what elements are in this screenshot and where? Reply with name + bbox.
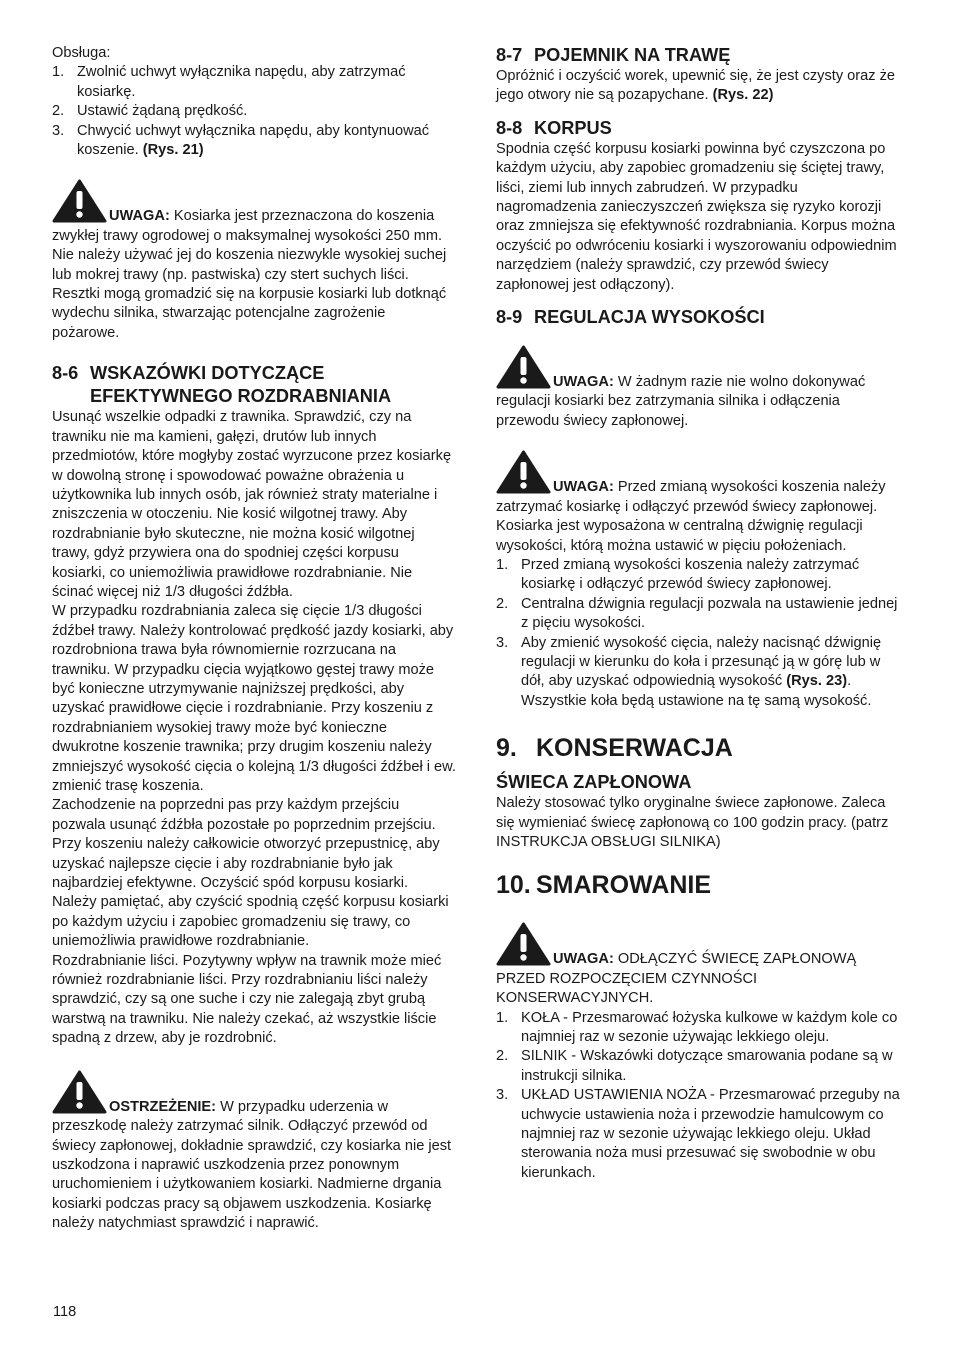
list-item: 1. KOŁA - Przesmarować łożyska kulkowe w każdym kole co najmniej raz w sezonie używając lekkiego oleju. <box>496 1009 898 1045</box>
paragraph: Zachodzenie na poprzedni pas przy każdym przejściu pozwala usunąć źdźbła pozostałe po poprzednim przejściu. Przy koszeniu należy całkowicie otworzyć przepustnicę, aby uzyskać najlepsze cięcie i aby rozdrabnianie było jak najbardziej efektywne. Oczyścić spód korpusu kosiarki. <box>52 797 440 892</box>
paragraph: Spodnia część korpusu kosiarki powinna być czyszczona po każdym użyciu, aby zapobiec gromadzeniu się ściętej trawy, liści, ziemi lub innych zabrudzeń. W przypadku nagromadzenia zanieczyszczeń zwiększa się ryzyko korozji oraz zmniejsza się efektywność rozdrabniania. Korpus można oczyścić po odwróceniu kosiarki i wyszorowaniu odpowiednim narzędziem (należy sprawdzić, czy przewód świecy zapłonowej jest odłączony). <box>496 140 897 293</box>
warning-label: OSTRZEŻENIE: <box>109 1098 217 1115</box>
chapter-heading-10: 10. SMAROWANIE <box>496 871 711 900</box>
paragraph: Opróżnić i oczyścić worek, upewnić się, że jest czysty oraz że jego otwory nie są pozapychane. (Rys. 22) <box>496 68 896 104</box>
right-column <box>496 44 902 1183</box>
figure-ref: (Rys. 23) <box>786 673 848 690</box>
paragraph: W przypadku rozdrabniania zaleca się cięcie 1/3 długości źdźbeł trawy. Należy kontrolować prędkość jazdy kosiarki, aby rozdrobniona trawa była równomiernie rozrzucana na trawniku. W przypadku cięcia wyjątkowo gęstej trawy może być konieczne utrzymywanie najniższej prędkości, aby uzyskać prawidłowe cięcie i rozdrabnianie. Przy koszeniu z rozdrabnianiem wysokiej trawy może być konieczne dwukrotne koszenie trawnika; przy drugim koszeniu należy zmniejszyć wysokość cięcia o kolejną 1/3 długości źdźbeł i ew. zmienić trasę koszenia. <box>52 603 456 794</box>
obsluga-heading: Obsługa: <box>52 45 111 61</box>
list-item: 3. UKŁAD USTAWIENIA NOŻA - Przesmarować przeguby na uchwycie ustawienia noża i przewodzie hamulcowym co najmniej raz w sezonie używając lekkiego oleju. Układ sterowania noża musi przesuwać się swobodnie w obu kierunkach. <box>496 1087 900 1181</box>
left-column <box>52 44 456 1234</box>
list-item: 3. Chwycić uchwyt wyłącznika napędu, aby kontynuować koszenie. (Rys. 21) <box>52 122 430 159</box>
section-heading-8-6: 8-6 WSKAZÓWKI DOTYCZĄCE EFEKTYWNEGO ROZDRABNIANIA <box>52 363 392 407</box>
figure-ref: (Rys. 22) <box>712 87 774 104</box>
list-item: 2. SILNIK - Wskazówki dotyczące smarowania podane są w instrukcji silnika. <box>496 1048 893 1084</box>
warning-label: UWAGA: <box>109 208 170 225</box>
warning-label: UWAGA: <box>553 374 614 391</box>
paragraph: Rozdrabnianie liści. Pozytywny wpływ na trawnik może mieć również rozdrabnianie liści. Przy rozdrabnianiu liści należy sprawdzić, czy są one suche i czy nie zalegają zbyt grubą warstwą na trawniku. Nie należy czekać, aż wszystkie liście spadną z drzew, aby je rozdrobnić. <box>52 952 442 1047</box>
height-adjust-list <box>496 556 902 711</box>
list-item: 1. Przed zmianą wysokości koszenia należy zatrzymać kosiarkę i odłączyć przewód świecy zapłonowej. <box>496 556 860 593</box>
warning-label: UWAGA: <box>553 479 614 496</box>
paragraph: Należy pamiętać, aby czyścić spodnią część korpusu kosiarki po każdym użyciu i zapobiec gromadzeniu się trawy, co uniemożliwia prawidłowe rozdrabnianie. <box>52 894 449 950</box>
warning-block: OSTRZEŻENIE: W przypadku uderzenia w przeszkodę należy zatrzymać silnik. Odłączyć przewód od świecy zapłonowej, dokładnie sprawdzić, czy kosiarka nie jest uszkodzona i naprawić uszkodzenia przez ponownym uruchomieniem i użytkowaniem kosiarki. Nadmierne drgania kosiarki podczas pracy są objawem uszkodzenia. Kosiarkę należy natychmiast sprawdzić i naprawić. <box>52 1070 456 1234</box>
warning-block: UWAGA: Przed zmianą wysokości koszenia należy zatrzymać kosiarkę i odłączyć przewód świecy zapłonowej. Kosiarka jest wyposażona w centralną dźwignię regulacji wysokości, którą można ustawić w pięciu położeniach. <box>496 450 902 556</box>
list-item: 3. Aby zmienić wysokość cięcia, należy nacisnąć dźwignię regulacji w kierunku do koła i przesunąć ją w górę lub w dół, aby uzyskać odpowiednią wysokość (Rys. 23). Wszystkie koła będą ustawione na tę samą wysokość. <box>496 634 882 709</box>
page-number: 118 <box>53 1304 77 1320</box>
section-heading-8-7: 8-7 POJEMNIK NA TRAWĘ <box>496 45 731 65</box>
section-heading-spark-plug: ŚWIECA ZAPŁONOWA <box>496 772 692 793</box>
section-heading-8-9: 8-9 REGULACJA WYSOKOŚCI <box>496 307 765 328</box>
warning-block: UWAGA: ODŁĄCZYĆ ŚWIECĘ ZAPŁONOWĄ PRZED ROZPOCZĘCIEM CZYNNOŚCI KONSERWACYJNYCH. <box>496 922 902 1008</box>
lubrication-list <box>496 1009 902 1184</box>
warning-triangle-icon <box>52 179 107 223</box>
warning-triangle-icon <box>52 1070 107 1114</box>
warning-triangle-icon <box>496 922 551 966</box>
warning-label: UWAGA: <box>553 951 614 968</box>
warning-triangle-icon <box>496 345 551 389</box>
list-item: 2. Centralna dźwignia regulacji pozwala na ustawienie jednej z pięciu wysokości. <box>496 595 898 632</box>
warning-triangle-icon <box>496 450 551 494</box>
section-heading-8-8: 8-8 KORPUS <box>496 117 612 138</box>
paragraph: Usunąć wszelkie odpadki z trawnika. Sprawdzić, czy na trawniku nie ma kamieni, gałęzi, drutów lub innych przedmiotów, które mogłyby zostać wyrzucone przez kosiarkę w dowolną stronę i spowodować poważne obrażenia u użytkownika lub innych osób, jak również straty materialne i zniszczenia w otoczeniu. Nie kosić wilgotnej trawy. Aby rozdrabnianie było skuteczne, nie można kosić wilgotnej trawy, gdyż przywiera ona do spodniej części korpusu kosiarki, co uniemożliwia prawidłowe rozdrabnianie. Nie ścinać więcej niż 1/3 długości źdźbła. <box>52 409 452 600</box>
paragraph: Należy stosować tylko oryginalne świece zapłonowe. Zaleca się wymieniać świecę zapłonową co 100 godzin pracy. (patrz INSTRUKCJA OBSŁUGI SILNIKA) <box>496 795 889 850</box>
list-item: 2. Ustawić żądaną prędkość. <box>52 103 248 120</box>
figure-ref: (Rys. 21) <box>142 142 204 159</box>
obsluga-list <box>52 63 456 160</box>
chapter-heading-9: 9. KONSERWACJA <box>496 734 733 763</box>
warning-block: UWAGA: Kosiarka jest przeznaczona do koszenia zwykłej trawy ogrodowej o maksymalnej wysokości 250 mm. Nie należy używać jej do koszenia niezwykle wysokiej suchej lub mokrej trawy (np. pastwiska) czy stert suchych liści. Resztki mogą gromadzić się na korpusie kosiarki lub dotknąć wydechu silnika, stwarzając potencjalne zagrożenie pożarowe. <box>52 179 456 343</box>
warning-block: UWAGA: W żadnym razie nie wolno dokonywać regulacji kosiarki bez zatrzymania silnika i odłączenia przewodu świecy zapłonowej. <box>496 345 902 431</box>
list-item: 1. Zwolnić uchwyt wyłącznika napędu, aby zatrzymać kosiarkę. <box>52 64 406 100</box>
